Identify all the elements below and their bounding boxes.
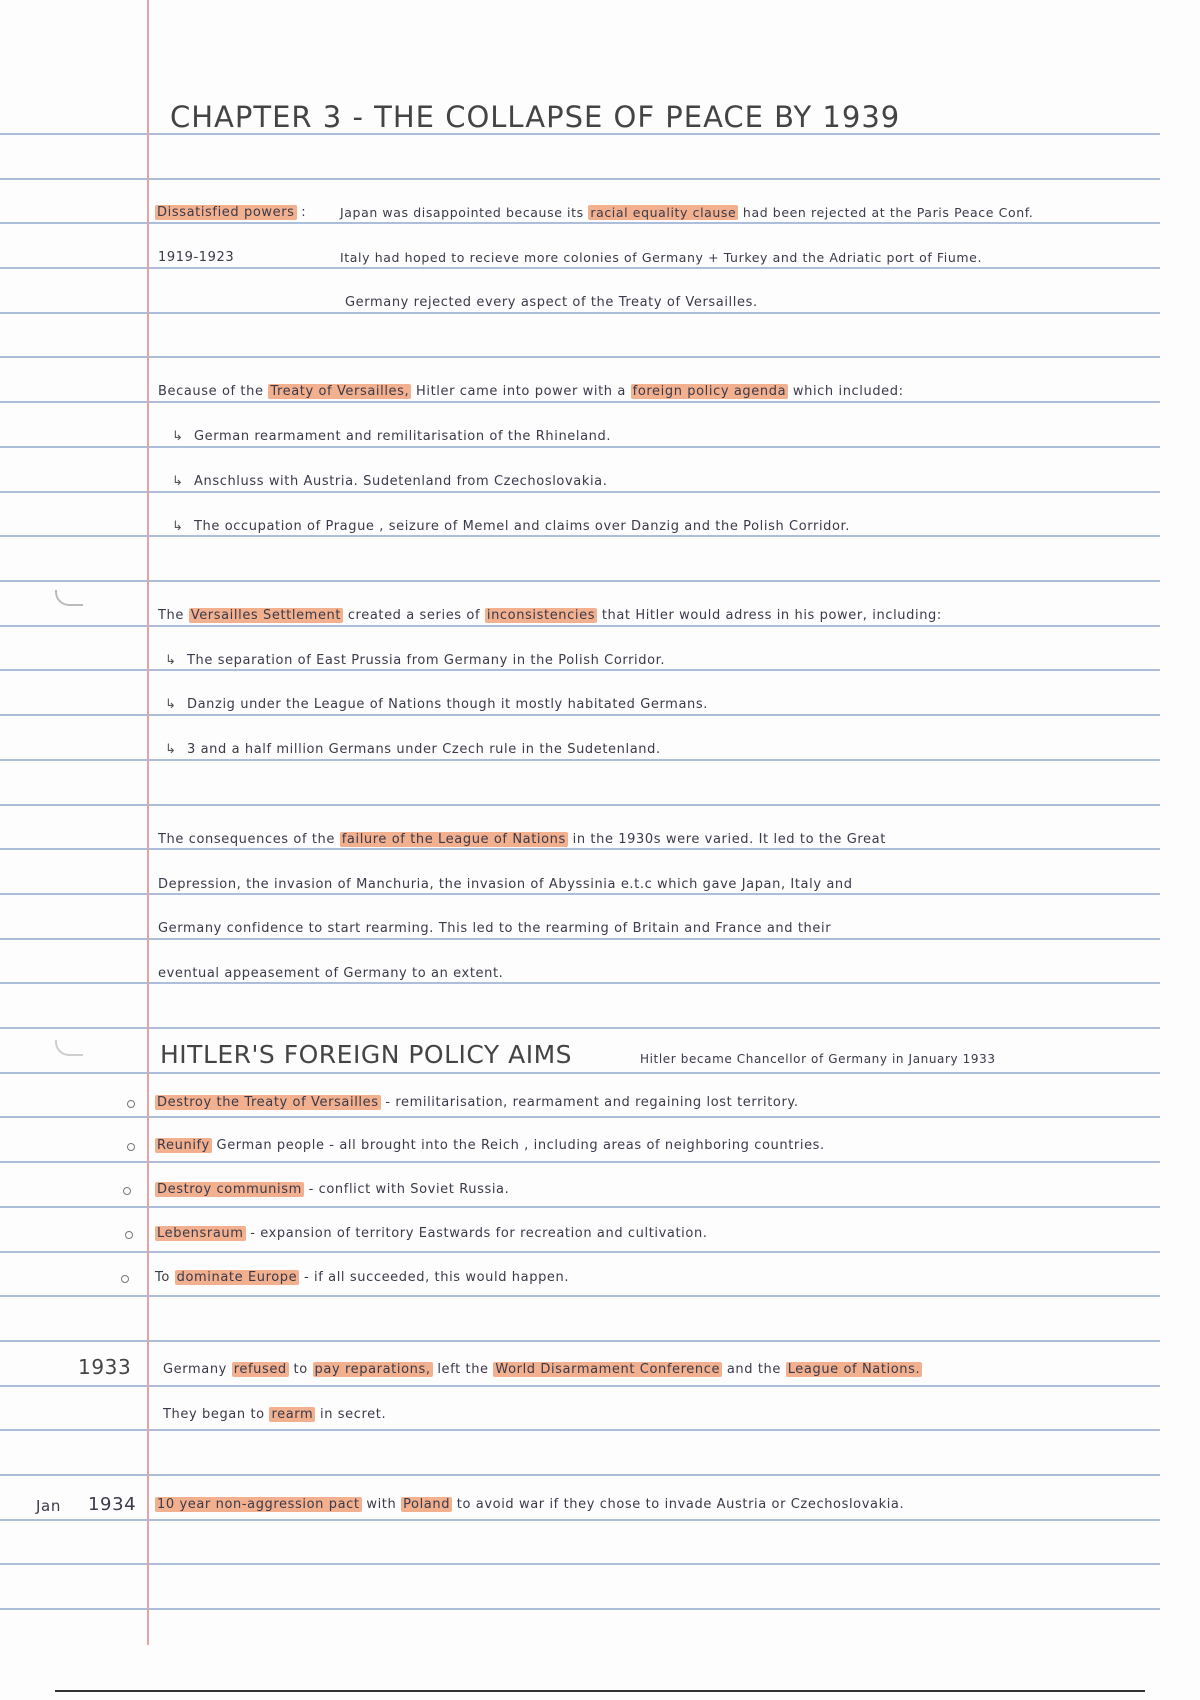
ruled-line <box>0 1116 1160 1118</box>
highlight: pay reparations, <box>314 1362 431 1377</box>
ruled-line <box>0 535 1160 537</box>
highlight: Versailles Settlement <box>190 608 342 623</box>
text-line: Germany rejected every aspect of the Treaty of Versailles. <box>345 295 758 310</box>
text-segment: They began to <box>163 1407 265 1422</box>
list-item <box>172 429 611 444</box>
text-line <box>158 608 942 623</box>
ruled-line <box>0 1429 1160 1431</box>
ruled-line <box>0 669 1160 671</box>
text-line <box>163 1407 386 1422</box>
bullet-icon <box>121 1275 129 1283</box>
ruled-line <box>0 1340 1160 1342</box>
text-line: Depression, the invasion of Manchuria, the invasion of Abyssinia e.t.c which gave Japan, Italy and <box>158 877 853 892</box>
section-label: Dissatisfied powers : <box>157 205 307 220</box>
text-segment: which included: <box>792 384 904 399</box>
list-item-text: Danzig under the League of Nations though it mostly habitated Germans. <box>187 697 708 712</box>
text-line <box>158 384 904 399</box>
highlight: Destroy the Treaty of Versailles <box>157 1095 379 1110</box>
text-segment: and the <box>726 1362 781 1377</box>
ruled-line <box>0 714 1160 716</box>
ruled-line <box>0 893 1160 895</box>
list-item-text: - if all succeeded, this would happen. <box>304 1270 570 1285</box>
arrow-icon: ↳ <box>172 429 184 444</box>
text-segment: Hitler came into power with a <box>416 384 626 399</box>
text-line <box>163 1362 922 1377</box>
list-item-text: 3 and a half million Germans under Czech rule in the Sudetenland. <box>187 742 661 757</box>
ruled-line <box>0 356 1160 358</box>
highlight: Dissatisfied powers <box>157 205 295 220</box>
list-item-text: German rearmament and remilitarisation of the Rhineland. <box>194 429 612 444</box>
list-item <box>165 742 661 757</box>
highlight: inconsistencies <box>486 608 596 623</box>
text-segment: The <box>158 608 184 623</box>
list-item-text: The occupation of Prague , seizure of Memel and claims over Danzig and the Polish Corridor. <box>194 519 851 534</box>
ruled-line <box>0 1563 1160 1565</box>
ruled-line <box>0 982 1160 984</box>
ruled-line <box>0 491 1160 493</box>
ruled-line <box>0 804 1160 806</box>
ruled-line <box>0 312 1160 314</box>
year-label: 1934 <box>88 1494 137 1515</box>
text-line: Germany confidence to start rearming. This led to the rearming of Britain and France and their <box>158 921 832 936</box>
list-item <box>155 1182 509 1197</box>
highlight: Reunify <box>157 1138 210 1153</box>
ruled-line <box>0 1608 1160 1610</box>
highlight: League of Nations. <box>787 1362 921 1377</box>
highlight: Destroy communism <box>157 1182 302 1197</box>
text-segment: had been rejected at the Paris Peace Conf. <box>742 205 1034 220</box>
ruled-line <box>0 222 1160 224</box>
ruled-line <box>0 1251 1160 1253</box>
ruled-line <box>0 625 1160 627</box>
ruled-line <box>0 1161 1160 1163</box>
highlight: foreign policy agenda <box>632 384 787 399</box>
text-segment: Germany <box>163 1362 227 1377</box>
arrow-icon: ↳ <box>172 474 184 489</box>
heading-note: Hitler became Chancellor of Germany in January 1933 <box>640 1052 996 1066</box>
date-range: 1919-1923 <box>158 250 235 265</box>
highlight: failure of the League of Nations <box>341 832 566 847</box>
text-segment: that Hitler would adress in his power, including: <box>601 608 942 623</box>
ruled-line <box>0 1027 1160 1029</box>
highlight: refused <box>233 1362 287 1377</box>
ruled-line <box>0 1295 1160 1297</box>
ruled-line <box>0 446 1160 448</box>
list-item <box>165 697 708 712</box>
text-line: eventual appeasement of Germany to an extent. <box>158 966 504 981</box>
list-item-text: - conflict with Soviet Russia. <box>308 1182 510 1197</box>
ruled-line <box>0 178 1160 180</box>
text-segment: To <box>155 1270 170 1285</box>
text-segment: to <box>293 1362 308 1377</box>
bullet-icon <box>127 1100 135 1108</box>
bullet-icon <box>123 1187 131 1195</box>
list-item-text: German people - all brought into the Reich , including areas of neighboring countries. <box>216 1138 825 1153</box>
list-item <box>155 1095 799 1110</box>
ruled-line <box>0 1519 1160 1521</box>
list-item <box>155 1138 825 1153</box>
ruled-line <box>0 267 1160 269</box>
bullet-icon <box>127 1143 135 1151</box>
page-bottom-line <box>55 1690 1145 1692</box>
text-segment: in secret. <box>319 1407 387 1422</box>
list-item-text: - expansion of territory Eastwards for recreation and cultivation. <box>250 1226 708 1241</box>
text-segment: in the 1930s were varied. It led to the Great <box>572 832 886 847</box>
highlight: racial equality clause <box>590 205 737 220</box>
list-item-text: The separation of East Prussia from Germany in the Polish Corridor. <box>187 653 666 668</box>
highlight: dominate Europe <box>176 1270 298 1285</box>
text-segment: with <box>366 1497 397 1512</box>
text-line: Italy had hoped to recieve more colonies of Germany + Turkey and the Adriatic port of Fiume. <box>340 250 983 265</box>
highlight: rearm <box>271 1407 314 1422</box>
text-segment: Because of the <box>158 384 264 399</box>
ruled-line <box>0 1385 1160 1387</box>
text-segment: left the <box>437 1362 489 1377</box>
list-item <box>165 653 665 668</box>
ruled-line <box>0 401 1160 403</box>
ruled-line <box>0 759 1160 761</box>
highlight: 10 year non-aggression pact <box>157 1497 360 1512</box>
ruled-line <box>0 1206 1160 1208</box>
arrow-icon: ↳ <box>165 653 177 668</box>
bullet-icon <box>125 1231 133 1239</box>
margin-line <box>147 0 149 1645</box>
arrow-icon: ↳ <box>165 697 177 712</box>
list-item-text: Anschluss with Austria. Sudetenland from Czechoslovakia. <box>194 474 608 489</box>
year-label: 1933 <box>78 1355 132 1379</box>
highlight: Lebensraum <box>157 1226 244 1241</box>
month-label: Jan <box>36 1497 61 1515</box>
section-heading: HITLER'S FOREIGN POLICY AIMS <box>160 1040 573 1069</box>
highlight: Treaty of Versailles, <box>270 384 410 399</box>
ruled-line <box>0 1474 1160 1476</box>
ruled-line <box>0 1072 1160 1074</box>
highlight: World Disarmament Conference <box>495 1362 721 1377</box>
arrow-icon: ↳ <box>165 742 177 757</box>
text-line <box>340 205 1033 220</box>
text-line <box>158 832 886 847</box>
ruled-line <box>0 938 1160 940</box>
ruled-line <box>0 580 1160 582</box>
text-segment: to avoid war if they chose to invade Austria or Czechoslovakia. <box>456 1497 905 1512</box>
ruled-line <box>0 848 1160 850</box>
text-segment: The consequences of the <box>158 832 335 847</box>
list-item <box>172 474 607 489</box>
text-line <box>155 1497 904 1512</box>
text-segment: Japan was disappointed because its <box>340 205 584 220</box>
arrow-icon: ↳ <box>172 519 184 534</box>
list-item <box>155 1270 569 1285</box>
text-segment: created a series of <box>347 608 481 623</box>
list-item <box>155 1226 708 1241</box>
highlight: Poland <box>403 1497 451 1512</box>
page-title: CHAPTER 3 - THE COLLAPSE OF PEACE BY 1939 <box>170 100 901 134</box>
list-item-text: - remilitarisation, rearmament and regaining lost territory. <box>385 1095 799 1110</box>
list-item <box>172 519 850 534</box>
